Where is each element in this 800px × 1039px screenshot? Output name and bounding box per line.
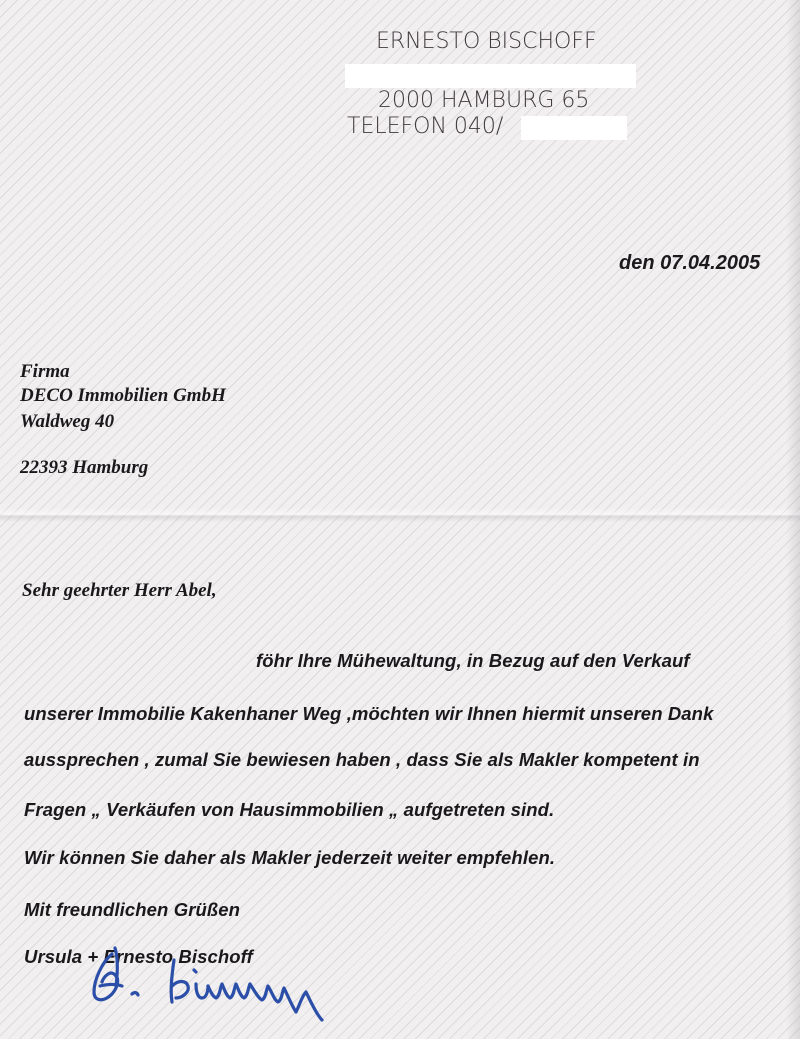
body-line-1: föhr Ihre Mühewaltung, in Bezug auf den Verkauf xyxy=(256,650,690,671)
closing: Mit freundlichen Grüßen xyxy=(24,899,241,920)
body-line-3: aussprechen , zumal Sie bewiesen haben , dass Sie als Makler kompetent in xyxy=(24,749,700,770)
recipient-line-4: 22393 Hamburg xyxy=(20,457,149,478)
signatory: Ursula + Ernesto Bischoff xyxy=(24,946,253,967)
letterhead-phone: TELEFON 040/ xyxy=(347,114,504,139)
recipient-line-3: Waldweg 40 xyxy=(20,411,115,432)
paper-fold xyxy=(0,508,800,522)
redacted-phone-number xyxy=(521,116,627,140)
redacted-street xyxy=(345,64,636,88)
body-line-2: unserer Immobilie Kakenhaner Weg ,möchten wir Ihnen hiermit unseren Dank xyxy=(24,703,714,724)
letterhead-address: 2000 HAMBURG 65 xyxy=(378,88,590,113)
recipient-line-1: Firma xyxy=(20,361,70,382)
body-line-5: Wir können Sie daher als Makler jederzeit weiter empfehlen. xyxy=(24,847,556,868)
recipient-line-2: DECO Immobilien GmbH xyxy=(20,385,226,406)
letterhead-name: ERNESTO BISCHOFF xyxy=(376,29,597,54)
handwritten-signature xyxy=(82,940,362,1035)
salutation: Sehr geehrter Herr Abel, xyxy=(22,580,217,601)
letter-date: den 07.04.2005 xyxy=(619,252,761,274)
body-line-4: Fragen „ Verkäufen von Hausimmobilien „ aufgetreten sind. xyxy=(24,799,555,820)
paper-edge-shadow xyxy=(786,0,800,1039)
